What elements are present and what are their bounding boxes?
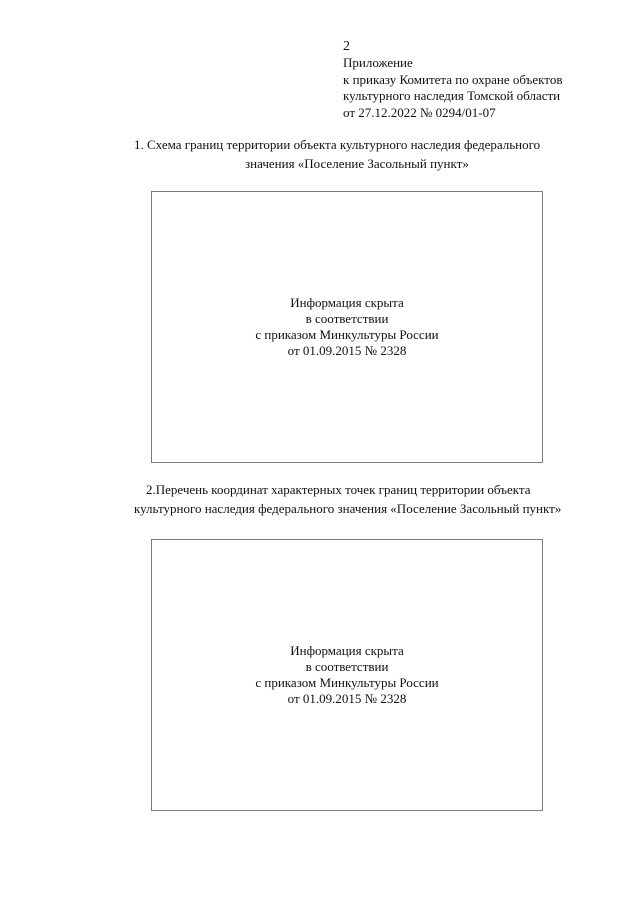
section-2-heading-line-2: культурного наследия федерального значения «Поселение Засольный пункт» bbox=[134, 501, 562, 516]
appendix-line-3: от 27.12.2022 № 0294/01-07 bbox=[343, 104, 496, 120]
appendix-line-1: к приказу Комитета по охране объектов bbox=[343, 71, 563, 87]
appendix-line-2: культурного наследия Томской области bbox=[343, 88, 561, 103]
notice-line-1: Информация скрыта bbox=[290, 643, 404, 658]
section-2-hidden-notice bbox=[255, 643, 438, 707]
section-1-hidden-notice bbox=[255, 295, 438, 359]
notice-line-4: от 01.09.2015 № 2328 bbox=[287, 343, 407, 358]
section-1-heading bbox=[100, 135, 640, 173]
section-2-heading-line-1: 2.Перечень координат характерных точек границ территории объекта bbox=[146, 482, 531, 497]
section-2-hidden-info-box bbox=[151, 539, 543, 811]
notice-line-2: в соответствии bbox=[305, 311, 389, 326]
page-number: 2 bbox=[343, 39, 350, 54]
notice-line-4: от 01.09.2015 № 2328 bbox=[287, 691, 407, 706]
notice-line-2: в соответствии bbox=[305, 659, 389, 674]
section-1-heading-line-1: 1. Схема границ территории объекта культурного наследия федерального bbox=[134, 137, 541, 152]
notice-line-3: с приказом Минкультуры России bbox=[255, 327, 439, 342]
appendix-header bbox=[343, 38, 562, 121]
notice-line-3: с приказом Минкультуры России bbox=[255, 675, 439, 690]
section-2-heading bbox=[134, 480, 634, 518]
section-1-heading-line-2: значения «Поселение Засольный пункт» bbox=[245, 156, 469, 171]
section-1-hidden-info-box bbox=[151, 191, 543, 463]
appendix-title: Приложение bbox=[343, 55, 413, 70]
notice-line-1: Информация скрыта bbox=[290, 295, 404, 310]
